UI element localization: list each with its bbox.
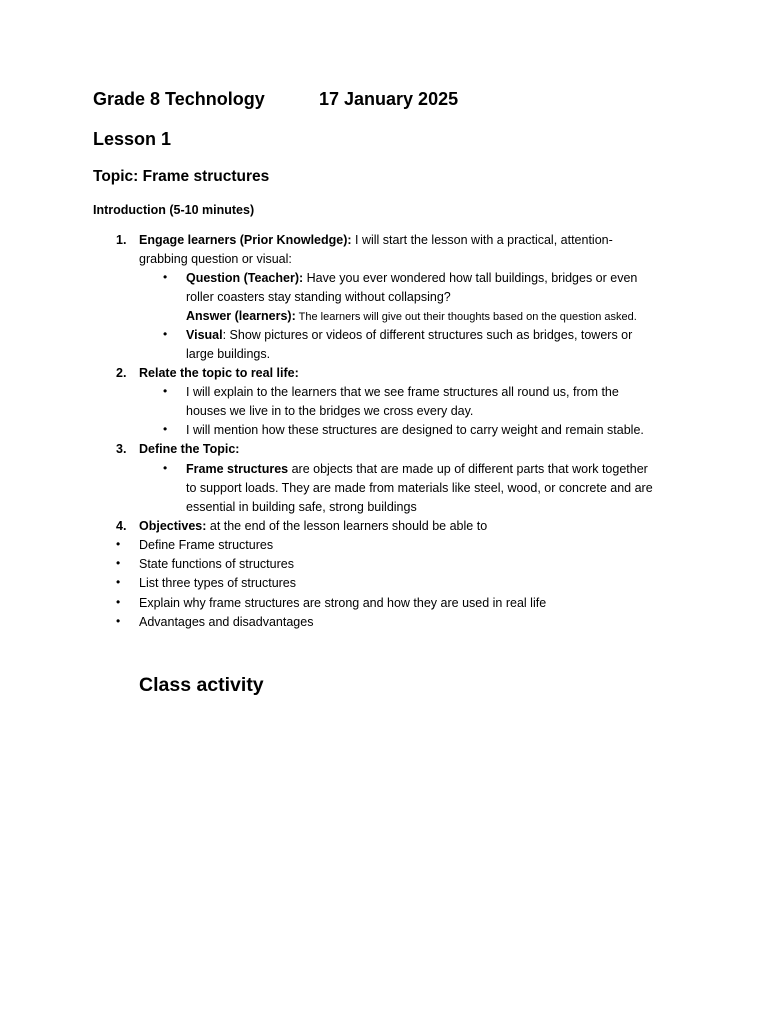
bullet-dot: •	[163, 384, 168, 398]
objective-item: List three types of structures	[139, 576, 297, 590]
visual-text-1: : Show pictures or videos of different structures such as bridges, towers or	[222, 328, 633, 342]
answer-label: Answer (learners):	[186, 309, 296, 323]
bullet-dot: •	[163, 461, 168, 475]
document-date: 17 January 2025	[319, 89, 459, 109]
define-heading: Define the Topic:	[139, 442, 240, 456]
question-text-1: Have you ever wondered how tall buildings, bridges or even	[303, 271, 638, 285]
define-text-1: are objects that are made up of different parts that work together	[288, 462, 648, 476]
bullet-dot: •	[116, 614, 121, 628]
engage-label: Engage learners (Prior Knowledge):	[139, 233, 352, 247]
objective-item: Advantages and disadvantages	[139, 615, 314, 629]
visual-line-1	[186, 326, 632, 345]
objectives-line	[139, 517, 487, 536]
bullet-dot: •	[163, 270, 168, 284]
list-number-4: 4.	[116, 519, 127, 533]
engage-text-1: I will start the lesson with a practical, attention-	[351, 233, 613, 247]
question-line-1	[186, 269, 637, 288]
bullet-dot: •	[116, 575, 121, 589]
objectives-label: Objectives:	[139, 519, 207, 533]
objective-item: Define Frame structures	[139, 538, 274, 552]
relate-line-3: I will mention how these structures are designed to carry weight and remain stable.	[186, 423, 644, 437]
define-label: Frame structures	[186, 462, 289, 476]
class-activity-heading: Class activity	[139, 674, 264, 696]
question-label: Question (Teacher):	[186, 271, 304, 285]
bullet-dot: •	[163, 422, 168, 436]
answer-line	[186, 307, 637, 327]
engage-line-2: grabbing question or visual:	[139, 252, 292, 266]
visual-label: Visual	[186, 328, 223, 342]
introduction-heading: Introduction (5-10 minutes)	[93, 203, 255, 217]
visual-line-2: large buildings.	[186, 347, 271, 361]
list-number-2: 2.	[116, 366, 127, 380]
list-number-3: 3.	[116, 442, 127, 456]
define-line-2: to support loads. They are made from materials like steel, wood, or concrete and are	[186, 481, 653, 495]
relate-line-1: I will explain to the learners that we see frame structures all round us, from the	[186, 385, 619, 399]
engage-line-1	[139, 231, 613, 250]
bullet-dot: •	[116, 556, 121, 570]
answer-text: The learners will give out their thoughts based on the question asked.	[295, 311, 637, 323]
document-title: Grade 8 Technology	[93, 89, 265, 109]
lesson-heading: Lesson 1	[93, 129, 172, 149]
bullet-dot: •	[163, 327, 168, 341]
bullet-dot: •	[116, 537, 121, 551]
question-line-2: roller coasters stay standing without collapsing?	[186, 290, 451, 304]
objectives-text: at the end of the lesson learners should be able to	[206, 519, 488, 533]
define-line-3: essential in building safe, strong buildings	[186, 500, 417, 514]
define-line-1	[186, 460, 648, 479]
bullet-dot: •	[116, 595, 121, 609]
relate-line-2: houses we live in to the bridges we cross every day.	[186, 404, 474, 418]
objective-item: State functions of structures	[139, 557, 294, 571]
relate-heading: Relate the topic to real life:	[139, 366, 299, 380]
list-number-1: 1.	[116, 233, 127, 247]
objective-item: Explain why frame structures are strong and how they are used in real life	[139, 596, 547, 610]
topic-heading: Topic: Frame structures	[93, 168, 270, 185]
